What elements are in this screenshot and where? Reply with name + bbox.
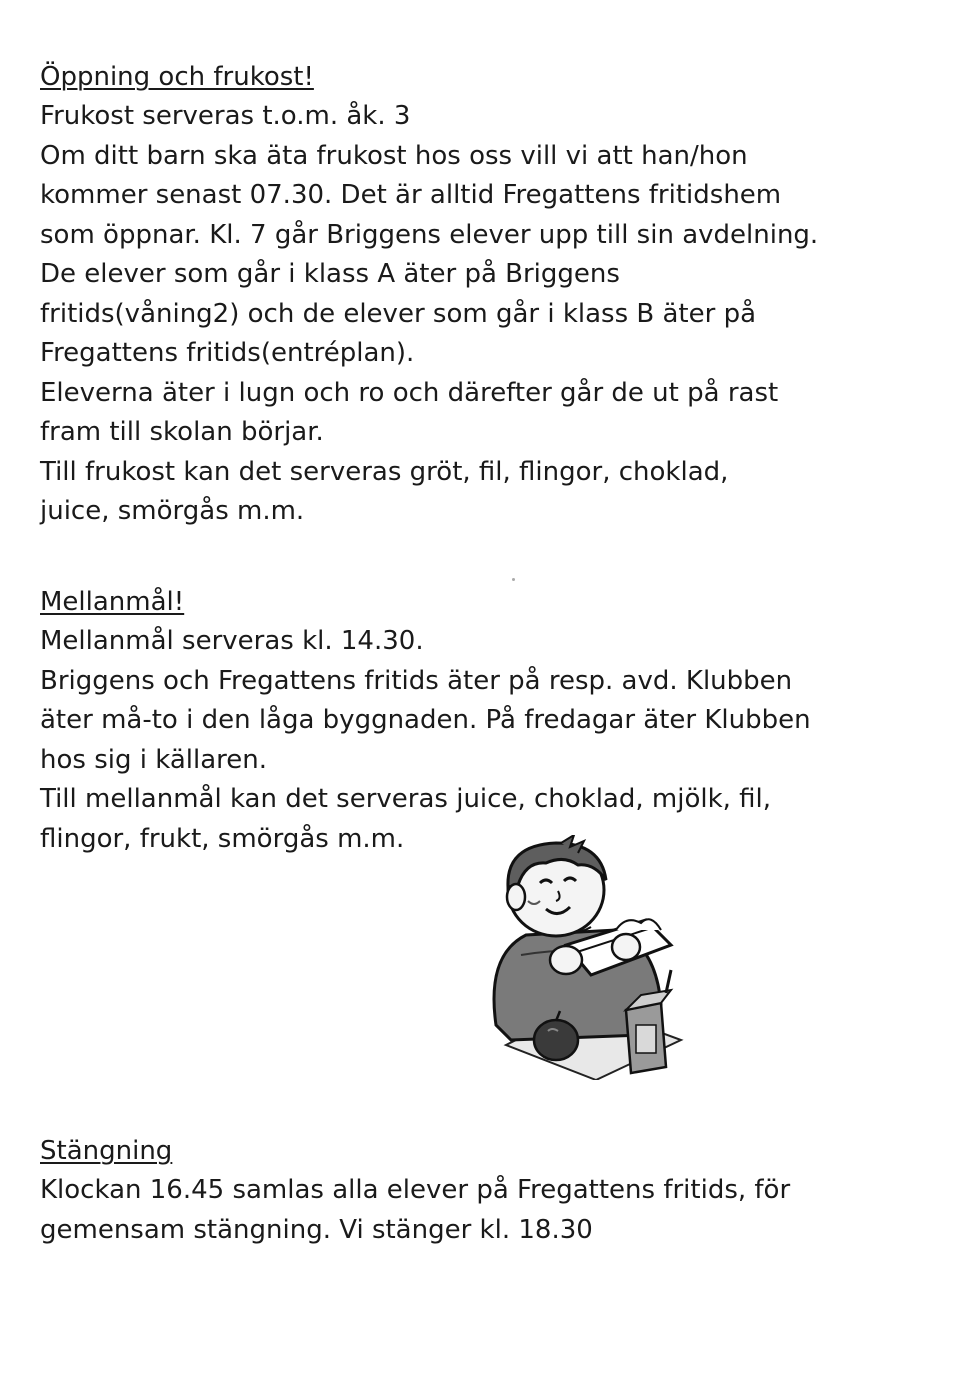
boy-eating-sandwich-icon bbox=[466, 835, 686, 1080]
apple-shape bbox=[534, 1020, 578, 1060]
hand-right bbox=[612, 934, 640, 960]
section-closing bbox=[40, 1132, 920, 1250]
paragraph-line: Om ditt barn ska äta frukost hos oss vill vi att han/hon bbox=[40, 140, 748, 171]
sandwich-lettuce bbox=[616, 919, 661, 930]
paragraph-line: fram till skolan börjar. bbox=[40, 417, 324, 447]
paragraph-line: Till frukost kan det serveras gröt, fil, flingor, choklad, bbox=[40, 456, 729, 487]
juice-carton-label bbox=[636, 1025, 656, 1053]
paragraph-line: hos sig i källaren. bbox=[40, 744, 267, 775]
heading-closing: Stängning bbox=[40, 1136, 173, 1166]
heading-opening-breakfast: Öppning och frukost! bbox=[40, 62, 314, 92]
ear-shape bbox=[507, 884, 525, 910]
section-snack bbox=[40, 583, 920, 859]
paragraph-line: Briggens och Fregattens fritids äter på resp. avd. Klubben bbox=[40, 665, 793, 696]
paragraph-line: som öppnar. Kl. 7 går Briggens elever upp till sin avdelning. bbox=[40, 219, 819, 250]
paragraph-line: Till mellanmål kan det serveras juice, choklad, mjölk, fil, bbox=[40, 784, 772, 814]
paragraph-line: Mellanmål serveras kl. 14.30. bbox=[40, 626, 424, 656]
heading-snack: Mellanmål! bbox=[40, 587, 185, 617]
paragraph-line: De elever som går i klass A äter på Briggens bbox=[40, 259, 620, 289]
paragraph-line: äter må-to i den låga byggnaden. På fredagar äter Klubben bbox=[40, 705, 811, 735]
paragraph-line: flingor, frukt, smörgås m.m. bbox=[40, 823, 405, 854]
hand-left bbox=[550, 946, 582, 974]
paragraph-line: Fregattens fritids(entréplan). bbox=[40, 338, 415, 368]
paragraph-line: gemensam stängning. Vi stänger kl. 18.30 bbox=[40, 1214, 593, 1245]
paragraph-line: fritids(våning2) och de elever som går i klass B äter på bbox=[40, 298, 757, 329]
section-opening-breakfast bbox=[40, 58, 920, 532]
scan-speck bbox=[512, 578, 515, 581]
paragraph-line: Klockan 16.45 samlas alla elever på Fregattens fritids, för bbox=[40, 1175, 791, 1205]
paragraph-line: juice, smörgås m.m. bbox=[40, 496, 305, 526]
paragraph-line: kommer senast 07.30. Det är alltid Fregattens fritidshem bbox=[40, 180, 782, 210]
paragraph-line: Eleverna äter i lugn och ro och därefter går de ut på rast bbox=[40, 377, 779, 408]
paragraph-line: Frukost serveras t.o.m. åk. 3 bbox=[40, 101, 411, 131]
